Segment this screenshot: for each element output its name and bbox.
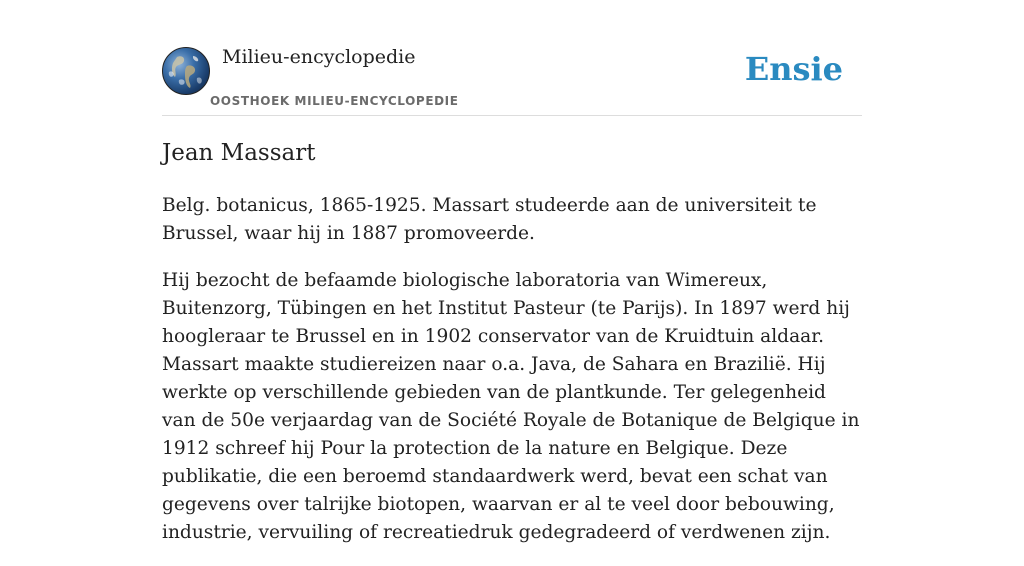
brand-logo[interactable]: Ensie — [744, 50, 843, 88]
site-title[interactable]: Milieu-encyclopedie — [222, 46, 416, 68]
earth-globe-icon[interactable] — [162, 47, 210, 95]
article-body — [162, 192, 862, 566]
article-paragraph: Belg. botanicus, 1865-1925. Massart studeerde aan de universiteit te Brussel, waar hij in 1887 promoveerde. — [162, 195, 817, 244]
site-subtitle: OOSTHOEK MILIEU-ENCYCLOPEDIE — [210, 94, 459, 108]
site-header — [162, 0, 862, 116]
page-container — [162, 0, 862, 543]
article-paragraph: Hij bezocht de befaamde biologische laboratoria van Wimereux, Buitenzorg, Tübingen en het Institut Pasteur (te Parijs). In 1897 werd hij hoogleraar te Brussel en in 1902 conservator van de Kruidtuin aldaar. Massart maakte studiereizen naar o.a. Java, de Sahara en Brazilië. Hij werkte op verschillende gebieden van de plantkunde. Ter gelegenheid van de 50e verjaardag van de Société Royale de Botanique de Belgique in 1912 schreef hij Pour la protection de la nature en Belgique. Deze publikatie, die een beroemd standaardwerk werd, bevat een schat van gegevens over talrijke biotopen, waarvan er al te veel door bebouwing, industrie, vervuiling of recreatiedruk gedegradeerd of verdwenen zijn. — [162, 270, 860, 543]
page-title: Jean Massart — [162, 140, 316, 166]
